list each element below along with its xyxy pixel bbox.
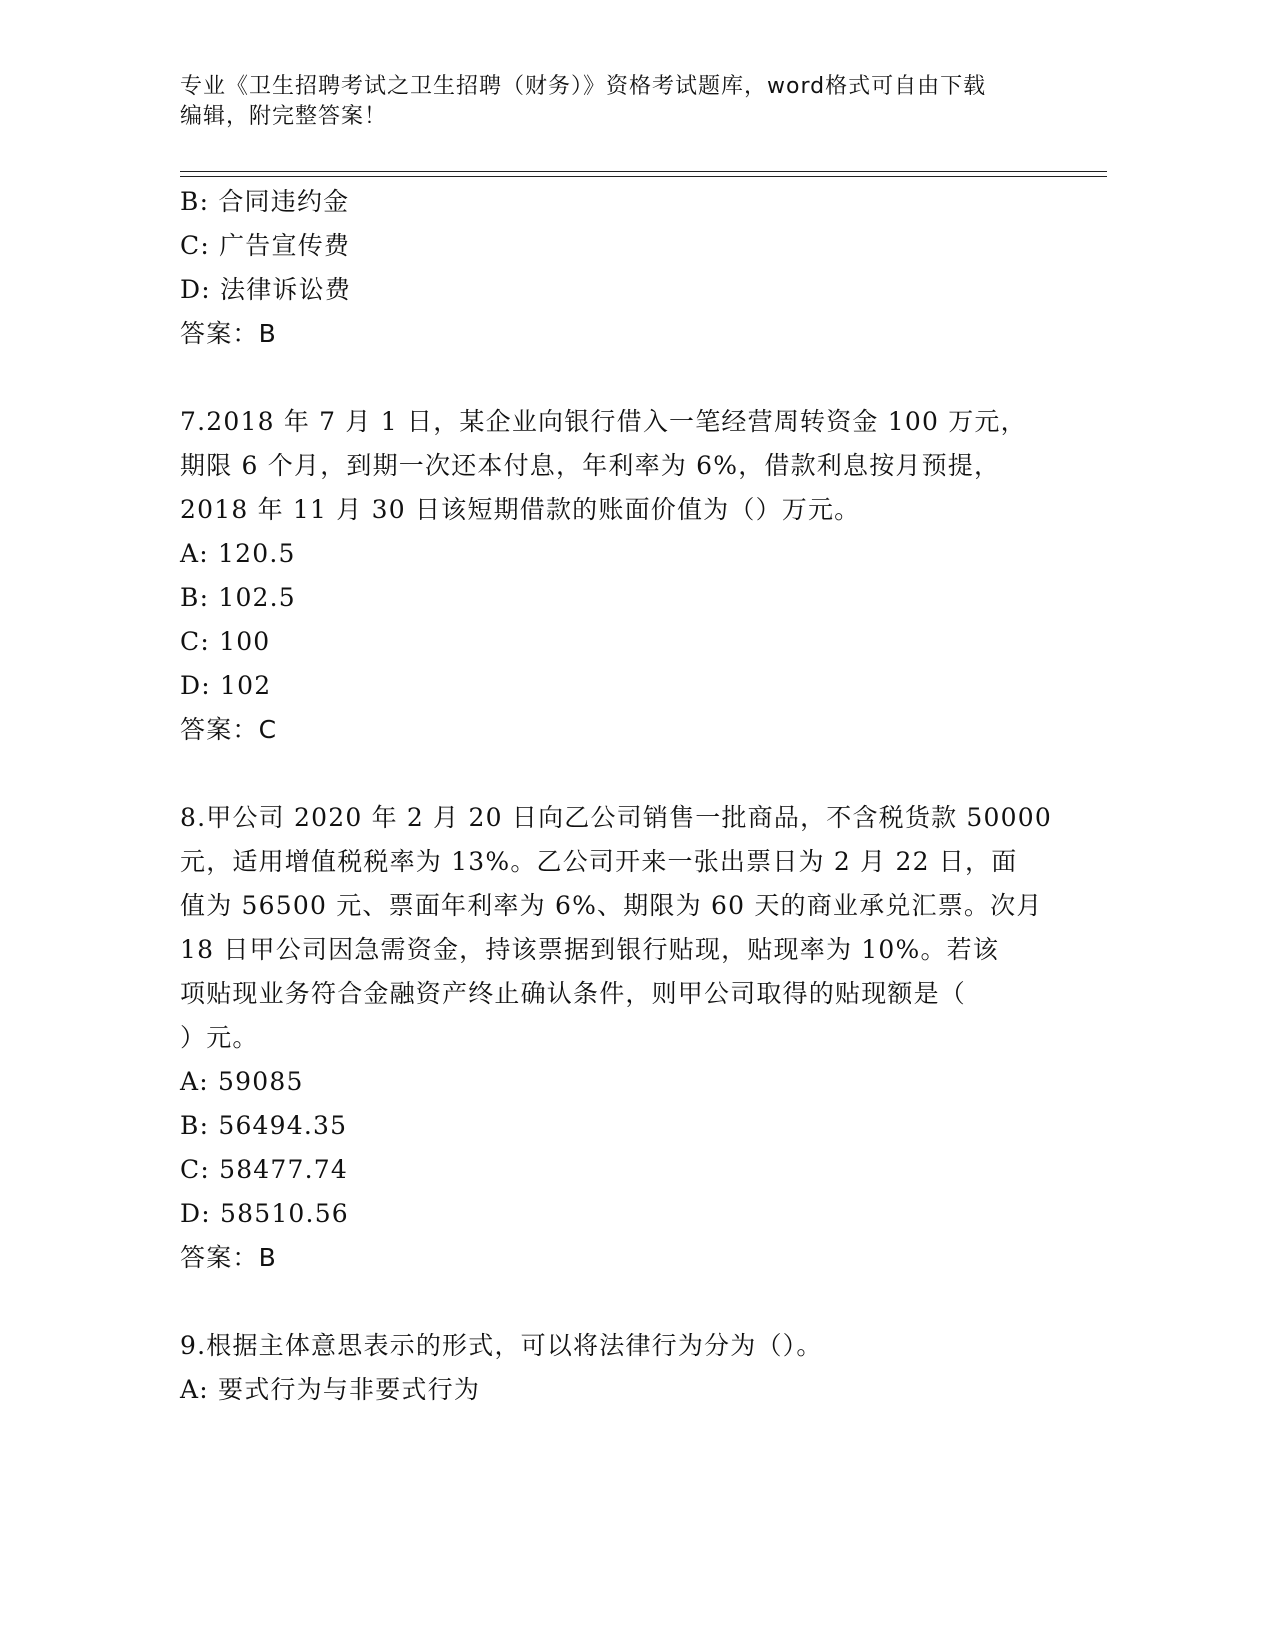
question-stem-line: 9.根据主体意思表示的形式，可以将法律行为分为（）。 xyxy=(180,1331,823,1360)
prev-question xyxy=(180,180,1060,356)
question-stem-line: 18 日甲公司因急需资金，持该票据到银行贴现，贴现率为 10%。若该 xyxy=(180,935,1000,964)
question-7 xyxy=(180,400,1060,752)
option-a: A: 要式行为与非要式行为 xyxy=(180,1375,481,1404)
option-b: B: 合同违约金 xyxy=(180,187,350,216)
question-stem-line: ）元。 xyxy=(180,1023,259,1052)
answer: 答案：B xyxy=(180,319,277,348)
spacer xyxy=(180,1280,1060,1324)
option-d: D: 102 xyxy=(180,671,272,700)
question-stem-line: 项贴现业务符合金融资产终止确认条件，则甲公司取得的贴现额是（ xyxy=(180,979,967,1008)
question-8 xyxy=(180,796,1060,1280)
option-c: C: 58477.74 xyxy=(180,1155,348,1184)
question-content xyxy=(180,180,1060,1412)
option-a: A: 120.5 xyxy=(180,539,296,568)
option-b: B: 102.5 xyxy=(180,583,296,612)
option-b: B: 56494.35 xyxy=(180,1111,348,1140)
header-line-1: 专业《卫生招聘考试之卫生招聘（财务）》资格考试题库，word格式可自由下载 xyxy=(180,74,987,99)
question-stem-line: 8.甲公司 2020 年 2 月 20 日向乙公司销售一批商品，不含税货款 50000 xyxy=(180,803,1052,832)
question-stem-line: 2018 年 11 月 30 日该短期借款的账面价值为（）万元。 xyxy=(180,495,861,524)
spacer xyxy=(180,752,1060,796)
document-header xyxy=(180,72,1060,132)
question-9 xyxy=(180,1324,1060,1412)
option-d: D: 法律诉讼费 xyxy=(180,275,352,304)
option-d: D: 58510.56 xyxy=(180,1199,349,1228)
question-stem-line: 期限 6 个月，到期一次还本付息，年利率为 6%，借款利息按月预提， xyxy=(180,451,1001,480)
header-rule-top xyxy=(180,171,1107,172)
option-c: C: 100 xyxy=(180,627,271,656)
option-c: C: 广告宣传费 xyxy=(180,231,351,260)
question-stem-line: 值为 56500 元、票面年利率为 6%、期限为 60 天的商业承兑汇票。次月 xyxy=(180,891,1043,920)
header-line-2: 编辑，附完整答案！ xyxy=(180,104,388,129)
answer: 答案：B xyxy=(180,1243,277,1272)
answer: 答案：C xyxy=(180,715,278,744)
option-a: A: 59085 xyxy=(180,1067,304,1096)
question-stem-line: 元，适用增值税税率为 13%。乙公司开来一张出票日为 2 月 22 日，面 xyxy=(180,847,1018,876)
spacer xyxy=(180,356,1060,400)
header-rule-bottom xyxy=(180,176,1107,177)
question-stem-line: 7.2018 年 7 月 1 日，某企业向银行借入一笔经营周转资金 100 万元， xyxy=(180,407,1027,436)
